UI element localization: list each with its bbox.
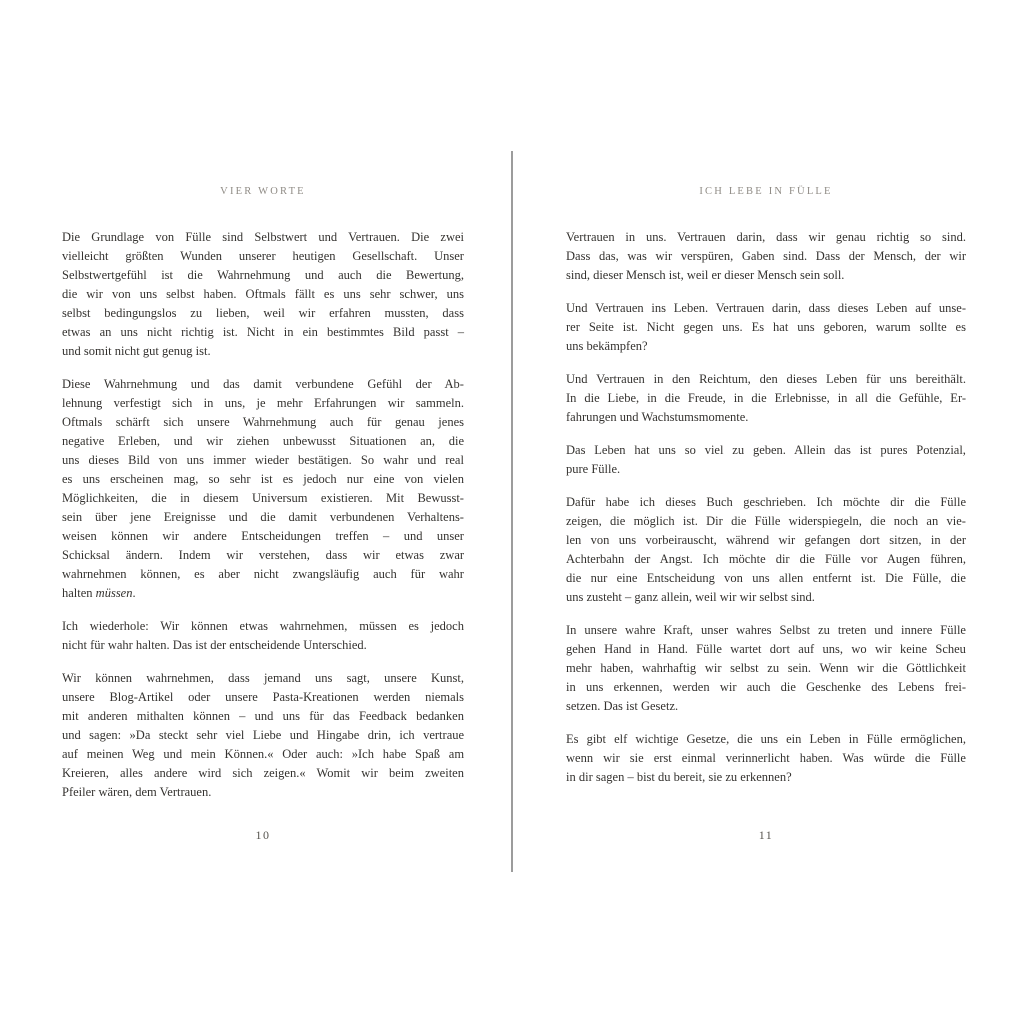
paragraph: [62, 375, 464, 603]
text-line: len von uns vorbeirauscht, während wir gefangen dort sitzen, in der: [566, 533, 966, 547]
text-line: Und Vertrauen ins Leben. Vertrauen darin, dass dieses Leben auf unse-: [566, 301, 966, 315]
text-line: Das Leben hat uns so viel zu geben. Allein das ist pures Potenzial,: [566, 443, 966, 457]
text-line: selbst bedingungslos zu lieben, weil wir erfahren mussten, dass: [62, 306, 464, 320]
paragraph: [566, 621, 966, 716]
text-line: Es gibt elf wichtige Gesetze, die uns ein Leben in Fülle ermöglichen,: [566, 732, 966, 746]
page-number-right: 11: [758, 828, 774, 842]
text-line: Oftmals schärft sich unsere Wahrnehmung auch für genau jenes: [62, 415, 464, 429]
running-header-left: VIER WORTE: [220, 186, 306, 197]
text-line: weisen können wir andere Entscheidungen treffen – und unser: [62, 529, 464, 543]
text-line: Möglichkeiten, die in diesem Universum existieren. Mit Bewusst-: [62, 491, 464, 505]
text-line: Selbstwertgefühl ist die Wahrnehmung und auch die Bewertung,: [62, 268, 464, 282]
text-line: in dir sagen – bist du bereit, sie zu erkennen?: [566, 770, 792, 784]
text-line: und somit nicht gut genug ist.: [62, 344, 211, 358]
text-line: uns dieses Bild von uns immer wieder bestätigen. So wahr und real: [62, 453, 464, 467]
text-line: Wir können wahrnehmen, dass jemand uns sagt, unsere Kunst,: [62, 671, 465, 685]
text-line: wahrnehmen können, es aber nicht zwangsläufig auch für wahr: [62, 567, 464, 581]
text-line: Vertrauen in uns. Vertrauen darin, dass wir genau richtig so sind.: [566, 230, 966, 244]
text-line: Pfeiler wären, dem Vertrauen.: [62, 785, 212, 799]
text-line: Ich wiederhole: Wir können etwas wahrnehmen, müssen es jedoch: [62, 619, 464, 633]
text-line: mit anderen mithalten können – und uns für das Feedback bedanken: [62, 709, 464, 723]
paragraph: [566, 370, 966, 427]
paragraph: [566, 228, 966, 285]
text-line: sein über jene Ereignisse und die damit verbundenen Verhaltens-: [62, 510, 464, 524]
left-page-body: [62, 228, 464, 802]
text-line: die nur eine Entscheidung von uns allen entfernt ist. Die Fülle, die: [566, 571, 966, 585]
text-line: Diese Wahrnehmung und das damit verbundene Gefühl der Ab-: [62, 377, 464, 391]
running-header-right: ICH LEBE IN FÜLLE: [699, 186, 833, 197]
right-page-body: [566, 228, 966, 787]
text-line: lehnung verfestigt sich in uns, je mehr Erfahrungen wir sammeln.: [62, 396, 465, 410]
text-line: gehen Hand in Hand. Fülle wartet dort auf uns, wo wir keine Scheu: [566, 642, 966, 656]
text-line: vielleicht größten Wunden unserer heutigen Gesellschaft. Unser: [62, 249, 464, 263]
text-line: Schicksal ändern. Indem wir verstehen, dass wir etwas zwar: [62, 548, 465, 562]
text-line: In die Liebe, in die Freude, in die Erlebnisse, in all die Gefühle, Er-: [566, 391, 967, 405]
text-line: Achterbahn der Angst. Ich möchte dir die Fülle vor Augen führen,: [566, 552, 966, 566]
text-line: pure Fülle.: [566, 462, 621, 476]
paragraph: [62, 669, 464, 802]
text-line: fahrungen und Wachstumsmomente.: [566, 410, 749, 424]
text-line: nicht für wahr halten. Das ist der entscheidende Unterschied.: [62, 638, 367, 652]
text-line: zeigen, die möglich ist. Dir die Fülle widerspiegeln, die noch an vie-: [566, 514, 966, 528]
paragraph: [62, 617, 464, 655]
text-line: negative Erleben, und wir ziehen unbewusst Situationen an, die: [62, 434, 464, 448]
page-number-left: 10: [255, 828, 271, 842]
text-line: Kreieren, alles andere wird sich zeigen.« Womit wir beim zweiten: [62, 766, 464, 780]
text-line: wenn wir sie erst einmal verinnerlicht haben. Was würde die Fülle: [566, 751, 966, 765]
text-line: Dafür habe ich dieses Buch geschrieben. Ich möchte dir die Fülle: [566, 495, 967, 509]
text-line: es uns erscheinen mag, so sehr ist es jedoch nur eine von vielen: [62, 472, 464, 486]
text-line: und sagen: »Da steckt sehr viel Liebe und Hingabe drin, ich vertraue: [62, 728, 465, 742]
paragraph: [566, 441, 966, 479]
text-line: unsere Blog-Artikel oder unsere Pasta-Kreationen werden niemals: [62, 690, 464, 704]
text-line: setzen. Das ist Gesetz.: [566, 699, 679, 713]
paragraph: [566, 299, 966, 356]
text-line: Die Grundlage von Fülle sind Selbstwert und Vertrauen. Die zwei: [62, 230, 465, 244]
right-page: [566, 186, 966, 906]
text-line: mehr haben, wahrhaftig wir selbst zu sein. Wenn wir die Göttlichkeit: [566, 661, 967, 675]
text-line: die wir von uns selbst haben. Oftmals fällt es uns sehr schwer, uns: [62, 287, 464, 301]
text-line: in uns erkennen, werden wir auch die Geschenke des Lebens frei-: [566, 680, 966, 694]
paragraph: [62, 228, 464, 361]
text-line: Und Vertrauen in den Reichtum, den dieses Leben für uns bereithält.: [566, 372, 967, 386]
text-line: Dass das, was wir verspüren, Gaben sind. Dass der Mensch, der wir: [566, 249, 966, 263]
page-divider: [511, 151, 513, 872]
paragraph: [566, 493, 966, 607]
text-line: sind, dieser Mensch ist, weil er dieser Mensch sein soll.: [566, 268, 845, 282]
paragraph: [566, 730, 966, 787]
text-line: auf meinen Weg und mein Können.« Oder auch: »Ich habe Spaß am: [62, 747, 465, 761]
text-line: etwas an uns nicht richtig ist. Nicht in ein bestimmtes Bild passt –: [62, 325, 465, 339]
text-line: rer Seite ist. Nicht gegen uns. Es hat uns geboren, warum sollte es: [566, 320, 966, 334]
text-line: uns bekämpfen?: [566, 339, 648, 353]
left-page: [62, 186, 464, 906]
text-line: uns zusteht – ganz allein, weil wir wir selbst sind.: [566, 590, 815, 604]
text-line: In unsere wahre Kraft, unser wahres Selbst zu treten und innere Fülle: [566, 623, 966, 637]
text-line: halten müssen.: [62, 586, 136, 600]
